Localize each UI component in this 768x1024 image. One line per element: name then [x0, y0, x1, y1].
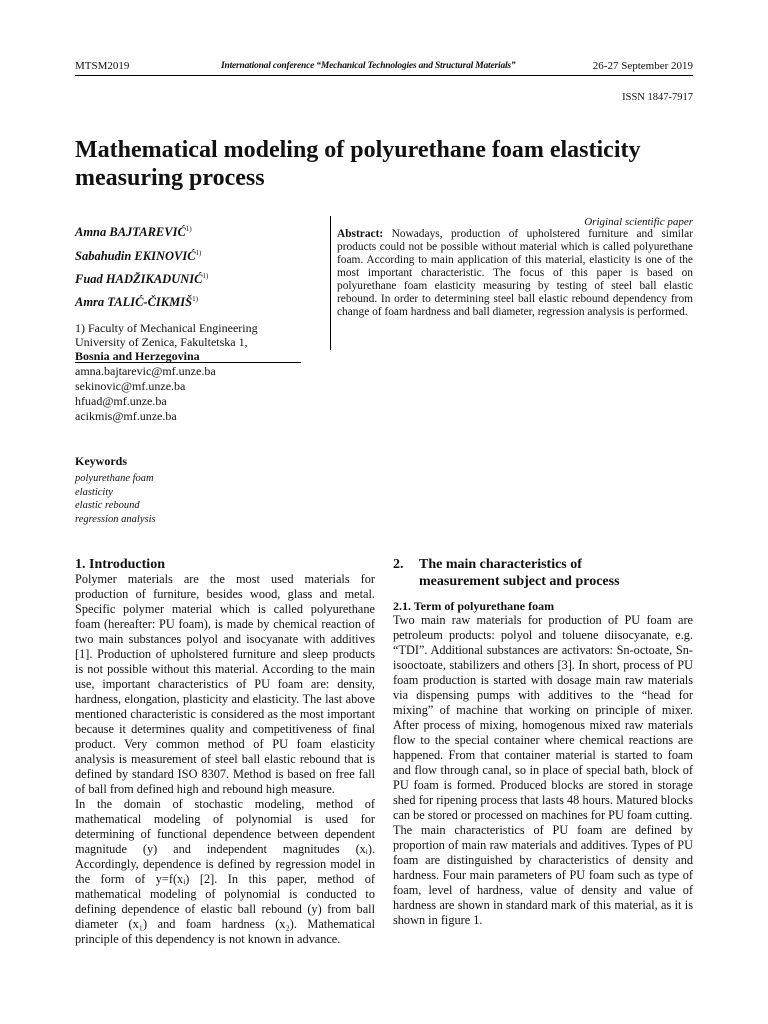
affiliation-country: Bosnia and Herzegovina: [75, 349, 200, 363]
section-2-paragraph-1: Two main raw materials for production of PU foam are petroleum products: polyol and toluene diisocyanate, e.g. “TDI”. Additional substances are activators: Sn-octoate, Sn-isooctoate, stabilizers and others [3]. In short, process of PU foam production is started with dosage main raw materials via dispensing pumps with additives to the “head for mixing” of machine that working on principle of mixer. After process of mixing, homogenous mixed raw materials flow to the special container where chemical reactions are happened. From that container material is started to foam and flow through canal, so in place of special bath, block of PU foam is formed. Produced blocks are stored in storage shed for ripening process that lasts 48 hours. Matured blocks can be stored or processed on machines for PU foam cutting.: [393, 613, 693, 822]
email-4[interactable]: acikmis@mf.unze.ba: [75, 409, 177, 423]
issn: ISSN 1847-7917: [622, 92, 693, 103]
section-2-heading-line-2: measurement subject and process: [419, 574, 620, 589]
keyword-item: polyurethane foam: [75, 473, 154, 484]
abstract-text: Nowadays, production of upholstered furniture and similar products could not be possible without material which is called polyurethane foam. According to main application of this material, elasticity is one of the most important characteristic. The focus of this paper is based on polyurethane foam elasticity measuring by testing of steel ball elastic rebound. In order to determining steel ball elastic rebound dependency from change of foam hardness and ball diameter, regression analysis is performed.: [337, 228, 693, 318]
section-2-heading-number: 2.: [393, 557, 404, 572]
subsection-2-1-heading: 2.1. Term of polyurethane foam: [393, 599, 555, 613]
paper-type: Original scientific paper: [584, 216, 693, 228]
email-list: [75, 364, 216, 424]
keywords-heading: Keywords: [75, 454, 127, 468]
section-2-heading: [419, 556, 620, 590]
section-1-paragraph-2: In the domain of stochastic modeling, method of mathematical modeling of polynomial is used for determining of functional dependence between dependent magnitude (y) and independent magnitudes (xᵢ). Accordingly, dependence is defined by regression model in the form of y=f(xᵢ) [2]. In this paper, method of mathematical modeling of polynomial is conducted to defining dependence of elastic ball rebound (y) from ball diameter (x₁) and foam hardness (x₂). Mathematical principle of this dependency is not known in advance.: [75, 797, 375, 946]
email-1[interactable]: amna.bajtarevic@mf.unze.ba: [75, 364, 216, 378]
header-rule: [75, 75, 693, 76]
affiliation: [75, 321, 301, 363]
author-3: Fuad HADŽIKADUNIĆ$^{1)}$: [75, 272, 209, 287]
author-4: Amra TALIĆ-ČIKMIŠ$^{1)}$: [75, 295, 198, 310]
header-left: MTSM2019: [75, 60, 130, 72]
paper-title: Mathematical modeling of polyurethane foam elasticity measuring process: [75, 137, 641, 191]
keywords-list: [75, 472, 156, 526]
affiliation-rule: [75, 362, 301, 363]
affiliation-line-2: University of Zenica, Fakultetska 1,: [75, 335, 248, 349]
abstract-divider: [330, 216, 331, 350]
abstract: [337, 228, 693, 319]
section-2-paragraph-2: The main characteristics of PU foam are defined by proportion of main raw materials and additives. Types of PU foam are distinguished by characteristics of density and hardness. Four main parameters of PU foam such as type of foam, level of hardness, value of density and value of hardness are shown in standard mark of this material, as it is shown in figure 1.: [393, 823, 693, 927]
keyword-item: elasticity: [75, 486, 113, 498]
email-2[interactable]: sekinovic@mf.unze.ba: [75, 379, 186, 393]
affiliation-line-1: 1) Faculty of Mechanical Engineering: [75, 321, 258, 335]
abstract-label: Abstract:: [337, 228, 384, 240]
section-2-body: [393, 613, 693, 928]
section-1-body: [75, 572, 375, 947]
email-3[interactable]: hfuad@mf.unze.ba: [75, 394, 167, 408]
author-1: Amna BAJTAREVIĆ$^{1)}$: [75, 225, 192, 240]
author-2: Sabahudin EKINOVIĆ$^{1)}$: [75, 249, 202, 264]
section-1-heading: 1. Introduction: [75, 557, 165, 572]
section-1-paragraph-1: Polymer materials are the most used materials for production of furniture, besides wood, glass and metal. Specific polymer material which is called polyurethane foam (hereafter: PU foam), is made by chemical reaction of two main substances polyol and isocyanate with additives [1]. Production of upholstered furniture and sleep products is not possible without this material. According to the main use, important characteristics of PU foam are: density, hardness, elongation, plasticity and elasticity. The last above mentioned characteristic is considered as the most important because it determines quality and competitiveness of final product. Very common method of PU foam elasticity analysis is measurement of steel ball elastic rebound that is defined by standard ISO 8307. Method is based on free fall of ball from defined high and rebound high measure.: [75, 572, 375, 796]
header-center: International conference “Mechanical Technologies and Structural Materials”: [221, 61, 516, 71]
header-right: 26-27 September 2019: [592, 60, 693, 72]
section-2-heading-line-1: The main characteristics of: [419, 557, 582, 572]
keyword-item: regression analysis: [75, 513, 156, 525]
keyword-item: elastic rebound: [75, 500, 140, 511]
